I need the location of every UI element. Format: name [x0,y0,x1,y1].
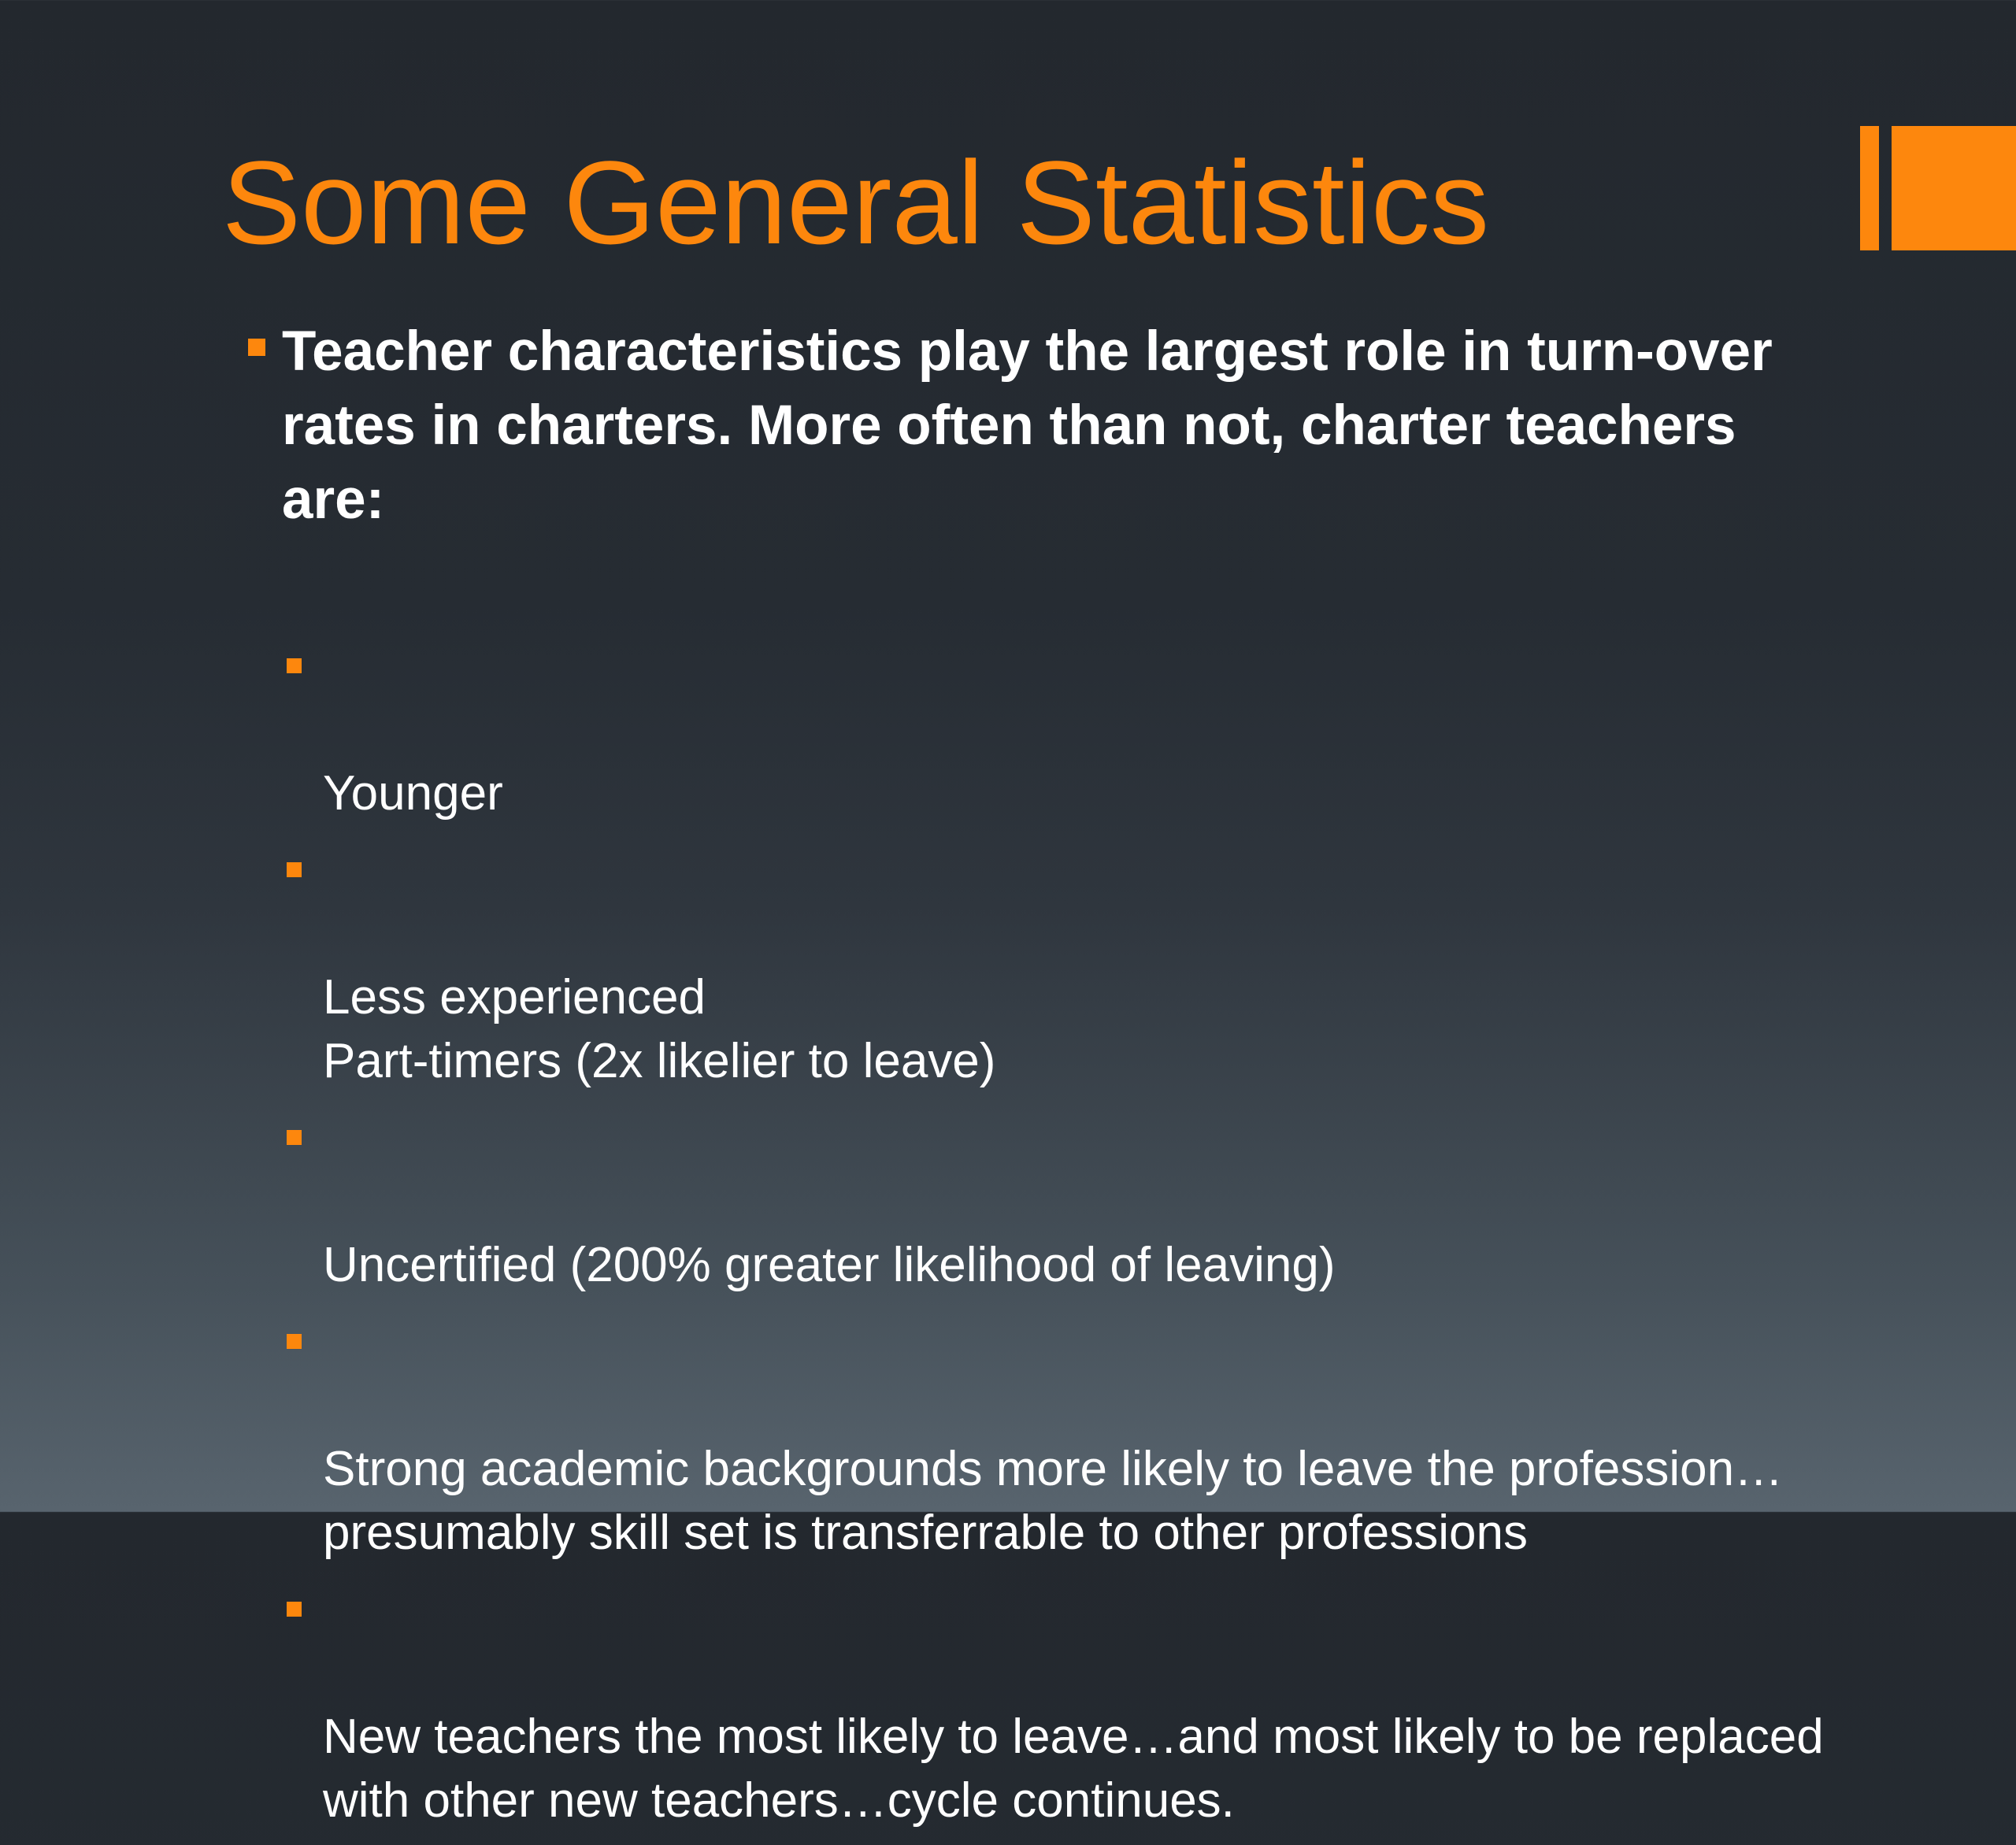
main-point-text: Teacher characteristics play the largest role in turn-over rates in charters. More often than not, charter teachers are: [282,320,1773,531]
sub-point-less-experienced [284,838,1827,1093]
sub-point-label: Younger [323,766,503,821]
accent-bar-block [1892,126,2016,250]
sub-point-label: Less experienced Part-timers (2x likelier to leave) [323,970,996,1088]
bullet-icon [287,862,302,877]
slide-title: Some General Statistics [222,136,1489,269]
accent-bar-thin [1860,126,1879,250]
bullet-icon [287,1602,302,1617]
sub-point-uncertified [284,1106,1827,1297]
bullet-icon [287,658,302,673]
bullet-icon [287,1130,302,1145]
sub-point-label: Strong academic backgrounds more likely to leave the profession…presumably skill set is transferrable to other professions [323,1442,1784,1560]
sub-point-label: New teachers the most likely to leave…and most likely to be replaced with other new teachers…cycle continues. [323,1710,1824,1828]
sub-point-younger [284,634,1827,825]
sub-point-new-teachers [284,1577,1827,1832]
sub-point-list [284,634,1827,1845]
sub-point-label: Uncertified (200% greater likelihood of leaving) [323,1238,1336,1292]
main-bullet-icon [248,339,265,356]
bullet-icon [287,1334,302,1349]
sub-point-strong-academic [284,1310,1827,1565]
